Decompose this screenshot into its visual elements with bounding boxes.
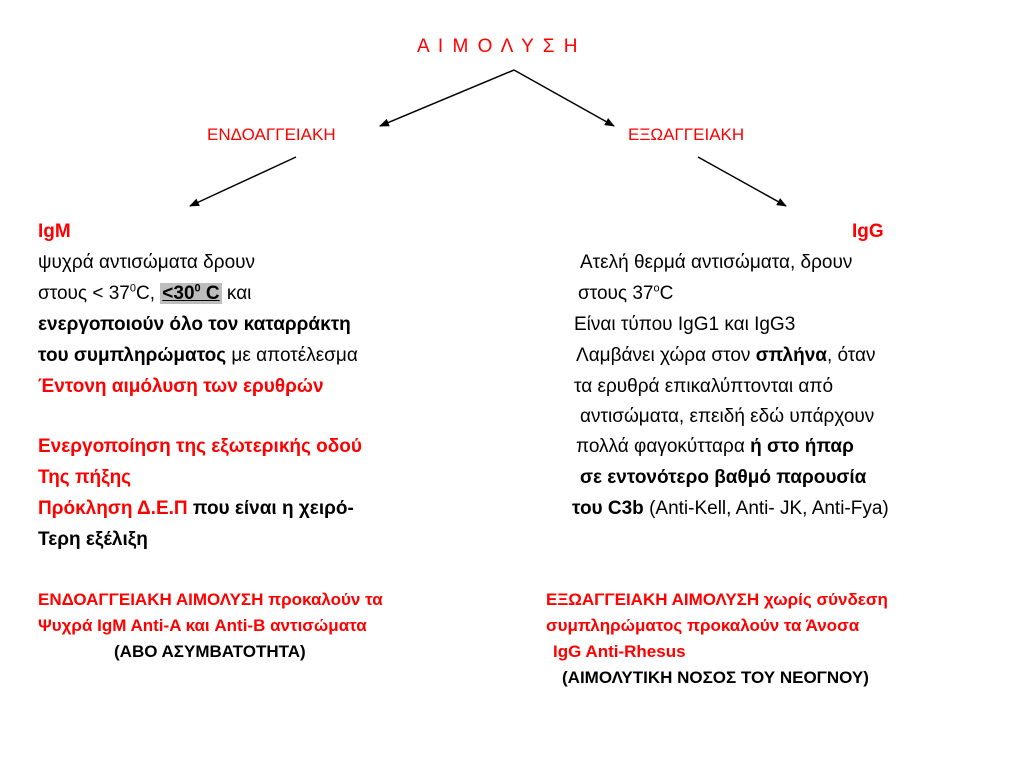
right-line-4: Λαμβάνει χώρα στον σπλήνα, όταν (576, 345, 876, 366)
right-summary-4: (ΑΙΜΟΛΥΤΙΚΗ ΝΟΣΟΣ ΤΟΥ ΝΕΟΓΝΟΥ) (562, 668, 869, 687)
right-line-9: του C3b (Anti-Kell, Anti- JK, Anti-Fya) (572, 498, 889, 519)
right-line-2: στους $37^oC$ (578, 282, 674, 304)
left-line-3: ενεργοποιούν όλο τον καταρράκτη (38, 314, 351, 335)
branch-left-label: ΕΝΔΟΑΓΓΕΙΑΚΗ (207, 125, 336, 144)
left-line-9: Τερη εξέλιξη (38, 529, 148, 550)
left-line-2: $\sigma\tau o\upsilon\varsigma < 37^0C$, $<30^0$ C και (38, 282, 252, 304)
arrow-left-branch-down (190, 157, 296, 206)
left-line-7: Της πήξης (38, 467, 132, 488)
right-line-7: πολλά φαγοκύτταρα ή στο ήπαρ (576, 436, 854, 457)
left-line-5: Έντονη αιμόλυση των ερυθρών (38, 376, 324, 397)
left-heading: IgM (38, 221, 71, 242)
left-summary-3: (ΑΒΟ ΑΣΥΜΒΑΤΟΤΗΤΑ) (114, 642, 306, 661)
left-summary-2: Ψυχρά IgM Anti-A και Anti-B αντισώματα (38, 616, 367, 635)
right-line-6: αντισώματα, επειδή εδώ υπάρχουν (580, 406, 875, 427)
right-summary-2: συμπληρώματος προκαλούν τα Άνοσα (546, 616, 860, 635)
left-summary-1: ΕΝΔΟΑΓΓΕΙΑΚΗ ΑΙΜΟΛΥΣΗ προκαλούν τα (38, 590, 383, 609)
arrow-title-to-right (514, 70, 614, 126)
right-line-1: Ατελή θερμά αντισώματα, δρουν (580, 252, 853, 273)
left-line-6: Ενεργοποίηση της εξωτερικής οδού (38, 436, 362, 457)
left-line-8: Πρόκληση Δ.Ε.Π που είναι η χειρό- (38, 498, 354, 519)
right-summary-1: ΕΞΩΑΓΓΕΙΑΚΗ ΑΙΜΟΛΥΣΗ χωρίς σύνδεση (546, 590, 888, 609)
right-summary-3: IgG Anti-Rhesus (553, 642, 686, 661)
right-line-3: Είναι τύπου IgG1 και IgG3 (574, 314, 796, 335)
right-line-8: σε εντονότερο βαθμό παρουσία (580, 467, 867, 488)
arrow-right-branch-down (698, 157, 786, 206)
right-line-5: τα ερυθρά επικαλύπτονται από (574, 376, 834, 397)
branch-right-label: ΕΞΩΑΓΓΕΙΑΚΗ (628, 125, 745, 144)
temperature-highlight: $<30^0$ C (162, 282, 220, 304)
left-line-1: ψυχρά αντισώματα δρουν (38, 252, 256, 273)
left-line-4: του συμπληρώματος με αποτέλεσμα (38, 345, 358, 366)
right-heading: IgG (852, 221, 884, 242)
arrow-title-to-left (380, 70, 514, 126)
diagram-title: Α Ι Μ Ο Λ Υ Σ Η (417, 36, 580, 57)
